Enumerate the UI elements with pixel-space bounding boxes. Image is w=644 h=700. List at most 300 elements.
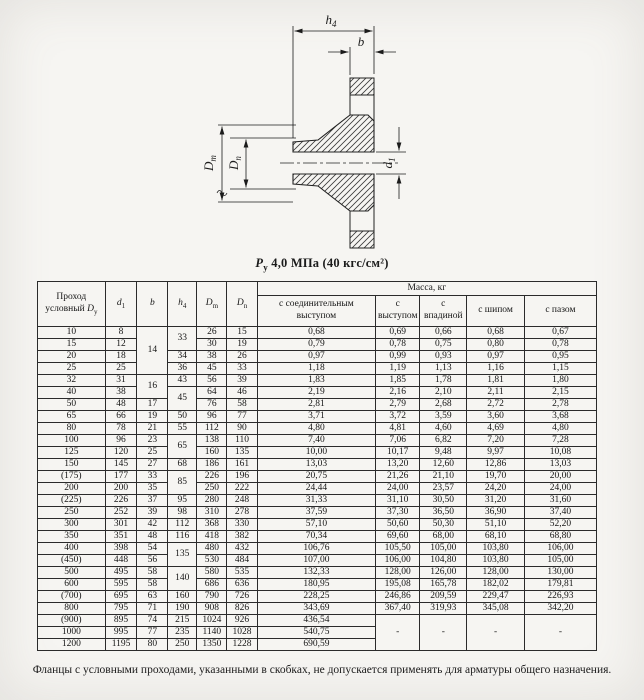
table-cell: 32 xyxy=(38,375,106,387)
table-cell: 105,00 xyxy=(524,555,596,567)
table-cell: 432 xyxy=(227,543,257,555)
table-row xyxy=(38,483,597,495)
table-cell: 128,00 xyxy=(467,567,525,579)
table-cell: 3,59 xyxy=(420,411,467,423)
table-row xyxy=(38,351,597,363)
table-row xyxy=(38,399,597,411)
table-cell: 21,26 xyxy=(376,471,420,483)
col-header-d1: $d_1$ xyxy=(105,282,137,327)
table-cell: 77 xyxy=(227,411,257,423)
table-cell: 7,06 xyxy=(376,435,420,447)
table-row xyxy=(38,363,597,375)
table-cell: 190 xyxy=(168,603,197,615)
table-cell: 180,95 xyxy=(257,579,376,591)
table-row xyxy=(38,411,597,423)
table-row xyxy=(38,555,597,567)
table-cell: 926 xyxy=(227,615,257,627)
table-cell: 58 xyxy=(227,399,257,411)
table-cell: 2,11 xyxy=(467,387,525,399)
table-cell: (225) xyxy=(38,495,106,507)
table-cell: 351 xyxy=(105,531,137,543)
table-cell: 235 xyxy=(168,627,197,639)
footnote: Фланцы с условными проходами, указанными в скобках, не допускается применять для арматуры общего назначения. xyxy=(32,664,612,676)
table-cell: 2,81 xyxy=(257,399,376,411)
table-cell: 3,71 xyxy=(257,411,376,423)
table-cell: 150 xyxy=(38,459,106,471)
table-cell: 196 xyxy=(227,471,257,483)
col-header-mass-recess: с впадиной xyxy=(420,296,467,327)
dim-label-b: b xyxy=(357,34,365,49)
table-cell: 0,93 xyxy=(420,351,467,363)
table-cell: 68,80 xyxy=(524,531,596,543)
table-cell: 686 xyxy=(197,579,227,591)
table-cell: 10,00 xyxy=(257,447,376,459)
table-cell: 800 xyxy=(38,603,106,615)
table-cell: 250 xyxy=(38,507,106,519)
table-cell: 57,10 xyxy=(257,519,376,531)
ring-bottom-rim xyxy=(350,231,374,248)
table-cell: 8 xyxy=(105,327,137,339)
table-cell: 10 xyxy=(38,327,106,339)
table-cell: 1,18 xyxy=(257,363,376,375)
table-cell: 70,34 xyxy=(257,531,376,543)
table-cell: 4,80 xyxy=(524,423,596,435)
table-cell: 418 xyxy=(197,531,227,543)
table-cell: 9,97 xyxy=(467,447,525,459)
table-cell: 1,80 xyxy=(524,375,596,387)
table-cell: 19,70 xyxy=(467,471,525,483)
table-cell: 27 xyxy=(137,459,168,471)
table-cell: 2,16 xyxy=(376,387,420,399)
flange-dimensions-table xyxy=(37,281,597,651)
table-cell: 2,72 xyxy=(467,399,525,411)
table-cell: 58 xyxy=(137,579,168,591)
table-cell: 128,00 xyxy=(376,567,420,579)
table-cell: 580 xyxy=(197,567,227,579)
table-cell: 535 xyxy=(227,567,257,579)
table-cell: 77 xyxy=(137,627,168,639)
table-cell: 106,76 xyxy=(257,543,376,555)
table-cell: 36,90 xyxy=(467,507,525,519)
table-cell: 66 xyxy=(105,411,137,423)
table-cell: 100 xyxy=(38,435,106,447)
table-cell: 95 xyxy=(168,495,197,507)
table-row xyxy=(38,459,597,471)
table-cell: 45 xyxy=(168,387,197,411)
table-cell: 342,20 xyxy=(524,603,596,615)
dim-label-h4: $h_4$ xyxy=(325,12,337,29)
table-cell: 480 xyxy=(197,543,227,555)
table-cell: 10,08 xyxy=(524,447,596,459)
table-cell: 132,33 xyxy=(257,567,376,579)
table-cell: 25 xyxy=(137,447,168,459)
table-row xyxy=(38,543,597,555)
table-row xyxy=(38,435,597,447)
table-cell: 68,10 xyxy=(467,531,525,543)
table-cell: 23 xyxy=(137,435,168,447)
table-cell: 15 xyxy=(38,339,106,351)
table-cell: 19 xyxy=(227,339,257,351)
col-header-mass-connecting: с соединительным выступом xyxy=(257,296,376,327)
table-cell: 48 xyxy=(137,531,168,543)
table-cell: 228,25 xyxy=(257,591,376,603)
table-cell: 24,44 xyxy=(257,483,376,495)
table-cell: 160 xyxy=(168,591,197,603)
table-cell: 80 xyxy=(38,423,106,435)
table-cell: 0,68 xyxy=(467,327,525,339)
pressure-symbol: P xyxy=(255,256,264,270)
table-cell: 310 xyxy=(197,507,227,519)
table-cell: 7,28 xyxy=(524,435,596,447)
table-cell: 4,60 xyxy=(420,423,467,435)
table-cell: 45 xyxy=(197,363,227,375)
table-cell: 125 xyxy=(38,447,106,459)
dim-b xyxy=(328,47,396,75)
table-cell: 0,75 xyxy=(420,339,467,351)
table-cell: 145 xyxy=(105,459,137,471)
table-cell: 12,60 xyxy=(420,459,467,471)
table-cell: 23,57 xyxy=(420,483,467,495)
table-cell: 54 xyxy=(137,543,168,555)
flange-drawing-area xyxy=(0,0,644,252)
table-cell: 43 xyxy=(168,375,197,387)
table-cell: 140 xyxy=(168,567,197,591)
dim-label-d1: $d_1$ xyxy=(380,157,397,169)
table-cell: 98 xyxy=(168,507,197,519)
table-cell: 795 xyxy=(105,603,137,615)
table-cell: 1024 xyxy=(197,615,227,627)
table-cell: 90 xyxy=(227,423,257,435)
table-cell: 35 xyxy=(137,483,168,495)
table-cell: 9,48 xyxy=(420,447,467,459)
table-cell: 400 xyxy=(38,543,106,555)
table-cell: 690,59 xyxy=(257,639,376,651)
table-cell: - xyxy=(376,615,420,651)
table-cell: - xyxy=(524,615,596,651)
table-row xyxy=(38,579,597,591)
table-cell: 31,20 xyxy=(467,495,525,507)
table-cell: 0,68 xyxy=(257,327,376,339)
table-cell: 16 xyxy=(137,375,168,399)
table-cell: 130,00 xyxy=(524,567,596,579)
table-row xyxy=(38,447,597,459)
table-cell: 120 xyxy=(105,447,137,459)
table-cell: 38 xyxy=(105,387,137,399)
table-cell: 20,75 xyxy=(257,471,376,483)
table-cell: 138 xyxy=(197,435,227,447)
table-cell: 135 xyxy=(227,447,257,459)
table-cell: 2,68 xyxy=(420,399,467,411)
col-header-dy: Проход условный $D_у$ xyxy=(38,282,106,327)
table-cell: 595 xyxy=(105,579,137,591)
table-cell: 226,93 xyxy=(524,591,596,603)
table-cell: 31 xyxy=(105,375,137,387)
table-cell: 50,30 xyxy=(420,519,467,531)
table-cell: 4,69 xyxy=(467,423,525,435)
table-cell: 301 xyxy=(105,519,137,531)
table-cell: 2,78 xyxy=(524,399,596,411)
table-cell: 252 xyxy=(105,507,137,519)
table-cell: 13,03 xyxy=(257,459,376,471)
table-cell: 68 xyxy=(168,459,197,471)
table-cell: 0,78 xyxy=(524,339,596,351)
table-cell: (175) xyxy=(38,471,106,483)
table-cell: 17 xyxy=(137,399,168,411)
table-cell: 246,86 xyxy=(376,591,420,603)
col-header-mass-tenon: с шипом xyxy=(467,296,525,327)
col-header-h4: $h_4$ xyxy=(168,282,197,327)
hub-section-upper xyxy=(293,115,374,152)
table-cell: 71 xyxy=(137,603,168,615)
table-cell: 250 xyxy=(168,639,197,651)
table-cell: 278 xyxy=(227,507,257,519)
table-cell: 21 xyxy=(137,423,168,435)
table-cell: 39 xyxy=(227,375,257,387)
table-cell: 7,20 xyxy=(467,435,525,447)
table-cell: 52,20 xyxy=(524,519,596,531)
table-cell: 1,16 xyxy=(467,363,525,375)
table-cell: 48 xyxy=(105,399,137,411)
table-cell: 367,40 xyxy=(376,603,420,615)
table-cell: 160 xyxy=(197,447,227,459)
table-cell: 112 xyxy=(168,519,197,531)
table-cell: 18 xyxy=(105,351,137,363)
table-cell: 104,80 xyxy=(420,555,467,567)
table-cell: 350 xyxy=(38,531,106,543)
table-cell: 38 xyxy=(197,351,227,363)
table-cell: 161 xyxy=(227,459,257,471)
table-cell: 25 xyxy=(38,363,106,375)
table-cell: 484 xyxy=(227,555,257,567)
table-cell: 0,79 xyxy=(257,339,376,351)
table-cell: 24,20 xyxy=(467,483,525,495)
table-cell: 39 xyxy=(137,507,168,519)
table-cell: 222 xyxy=(227,483,257,495)
table-cell: 0,97 xyxy=(257,351,376,363)
table-cell: 13,20 xyxy=(376,459,420,471)
table-cell: (450) xyxy=(38,555,106,567)
table-cell: 78 xyxy=(105,423,137,435)
table-cell: 7,40 xyxy=(257,435,376,447)
table-cell: 15 xyxy=(227,327,257,339)
table-cell: 500 xyxy=(38,567,106,579)
table-cell: 1195 xyxy=(105,639,137,651)
table-cell: 3,72 xyxy=(376,411,420,423)
table-cell: 179,81 xyxy=(524,579,596,591)
table-row xyxy=(38,471,597,483)
table-cell: 895 xyxy=(105,615,137,627)
table-cell: 116 xyxy=(168,531,197,543)
table-cell: 50 xyxy=(168,411,197,423)
table-cell: 65 xyxy=(168,435,197,459)
table-cell: 40 xyxy=(38,387,106,399)
table-row xyxy=(38,339,597,351)
table-cell: 636 xyxy=(227,579,257,591)
table-cell: 135 xyxy=(168,543,197,567)
table-cell: 790 xyxy=(197,591,227,603)
table-cell: 19 xyxy=(137,411,168,423)
table-cell: 33 xyxy=(227,363,257,375)
table-cell: 1,13 xyxy=(420,363,467,375)
table-cell: 382 xyxy=(227,531,257,543)
table-cell: 74 xyxy=(137,615,168,627)
table-cell: 33 xyxy=(137,471,168,483)
table-cell: 248 xyxy=(227,495,257,507)
table-cell: 0,97 xyxy=(467,351,525,363)
table-cell: 31,10 xyxy=(376,495,420,507)
table-cell: 107,00 xyxy=(257,555,376,567)
table-cell: - xyxy=(467,615,525,651)
table-cell: 280 xyxy=(197,495,227,507)
table-row xyxy=(38,531,597,543)
table-cell: 36,50 xyxy=(420,507,467,519)
table-cell: 26 xyxy=(227,351,257,363)
col-header-b: b xyxy=(137,282,168,327)
table-cell: 42 xyxy=(137,519,168,531)
table-cell: 1350 xyxy=(197,639,227,651)
table-cell: 96 xyxy=(197,411,227,423)
table-cell: 300 xyxy=(38,519,106,531)
table-cell: 68,00 xyxy=(420,531,467,543)
table-cell: 1028 xyxy=(227,627,257,639)
table-cell: 226 xyxy=(197,471,227,483)
table-cell: 31,33 xyxy=(257,495,376,507)
table-cell: 215 xyxy=(168,615,197,627)
table-cell: 177 xyxy=(105,471,137,483)
table-cell: 21,10 xyxy=(420,471,467,483)
table-row xyxy=(38,615,597,627)
table-cell: 37,40 xyxy=(524,507,596,519)
hub-section-lower xyxy=(293,174,374,211)
table-cell: 186 xyxy=(197,459,227,471)
table-cell: 26 xyxy=(197,327,227,339)
table-cell: 12,86 xyxy=(467,459,525,471)
table-cell: 76 xyxy=(197,399,227,411)
table-cell: 103,80 xyxy=(467,555,525,567)
table-cell: 0,99 xyxy=(376,351,420,363)
ring-top-rim xyxy=(350,78,374,95)
table-cell: (900) xyxy=(38,615,106,627)
table-cell: 826 xyxy=(227,603,257,615)
table-cell: 229,47 xyxy=(467,591,525,603)
table-row xyxy=(38,519,597,531)
table-cell: 330 xyxy=(227,519,257,531)
pressure-caption: $P_у$ 4,0 МПа (40 кгс/см²) xyxy=(255,256,389,273)
table-cell: 2,10 xyxy=(420,387,467,399)
table-cell: 495 xyxy=(105,567,137,579)
table-cell: 1,83 xyxy=(257,375,376,387)
table-cell: 200 xyxy=(105,483,137,495)
table-cell: 37 xyxy=(137,495,168,507)
table-cell: 13,03 xyxy=(524,459,596,471)
table-cell: 24,00 xyxy=(524,483,596,495)
table-cell: 2,19 xyxy=(257,387,376,399)
table-cell: 50 xyxy=(38,399,106,411)
table-row xyxy=(38,591,597,603)
table-row xyxy=(38,507,597,519)
table-cell: 1200 xyxy=(38,639,106,651)
table-row xyxy=(38,495,597,507)
table-cell: 56 xyxy=(137,555,168,567)
table-cell: 25 xyxy=(105,363,137,375)
table-cell: 343,69 xyxy=(257,603,376,615)
col-header-dm: $D_m$ xyxy=(197,282,227,327)
col-group-mass: Масса, кг xyxy=(257,282,596,296)
table-cell: 126,00 xyxy=(420,567,467,579)
table-cell: - xyxy=(420,615,467,651)
table-cell: 10,17 xyxy=(376,447,420,459)
table-cell: 58 xyxy=(137,567,168,579)
table-cell: 209,59 xyxy=(420,591,467,603)
table-cell: 55 xyxy=(168,423,197,435)
table-row xyxy=(38,327,597,339)
table-cell: 1,81 xyxy=(467,375,525,387)
dim-label-dn: $D_n$ xyxy=(226,156,243,170)
table-cell: 182,02 xyxy=(467,579,525,591)
table-cell: 319,93 xyxy=(420,603,467,615)
table-cell: 1000 xyxy=(38,627,106,639)
table-cell: 695 xyxy=(105,591,137,603)
table-cell: 20 xyxy=(38,351,106,363)
table-cell: 0,67 xyxy=(524,327,596,339)
col-header-dn: $D_n$ xyxy=(227,282,257,327)
table-cell: 106,00 xyxy=(376,555,420,567)
table-cell: 995 xyxy=(105,627,137,639)
col-header-mass-groove: с пазом xyxy=(524,296,596,327)
table-cell: 105,00 xyxy=(420,543,467,555)
table-cell: 14 xyxy=(137,327,168,375)
table-cell: 105,50 xyxy=(376,543,420,555)
table-cell: 1,19 xyxy=(376,363,420,375)
table-cell: 64 xyxy=(197,387,227,399)
table-cell: 96 xyxy=(105,435,137,447)
table-cell: 398 xyxy=(105,543,137,555)
table-cell: 106,00 xyxy=(524,543,596,555)
table-row xyxy=(38,423,597,435)
flange-section-drawing xyxy=(0,0,644,252)
table-cell: 1,78 xyxy=(420,375,467,387)
table-cell: 250 xyxy=(197,483,227,495)
table-cell: 3,60 xyxy=(467,411,525,423)
table-cell: 46 xyxy=(227,387,257,399)
table-cell: 36 xyxy=(168,363,197,375)
table-cell: 30 xyxy=(197,339,227,351)
table-cell: 0,95 xyxy=(524,351,596,363)
table-cell: 103,80 xyxy=(467,543,525,555)
table-cell: 448 xyxy=(105,555,137,567)
table-row xyxy=(38,603,597,615)
table-row xyxy=(38,387,597,399)
table-cell: 63 xyxy=(137,591,168,603)
table-cell: 65 xyxy=(38,411,106,423)
table-cell: 165,78 xyxy=(420,579,467,591)
table-cell: 37,59 xyxy=(257,507,376,519)
flange-table-body xyxy=(38,327,597,651)
table-cell: 56 xyxy=(197,375,227,387)
table-cell: 50,60 xyxy=(376,519,420,531)
table-cell: 3,68 xyxy=(524,411,596,423)
table-cell: 85 xyxy=(168,471,197,495)
table-cell: 0,66 xyxy=(420,327,467,339)
table-cell: 530 xyxy=(197,555,227,567)
table-cell: 30,50 xyxy=(420,495,467,507)
table-cell: 0,80 xyxy=(467,339,525,351)
table-cell: 4,81 xyxy=(376,423,420,435)
table-cell: 195,08 xyxy=(376,579,420,591)
table-cell: 20,00 xyxy=(524,471,596,483)
table-cell: 1,85 xyxy=(376,375,420,387)
table-cell: 110 xyxy=(227,435,257,447)
